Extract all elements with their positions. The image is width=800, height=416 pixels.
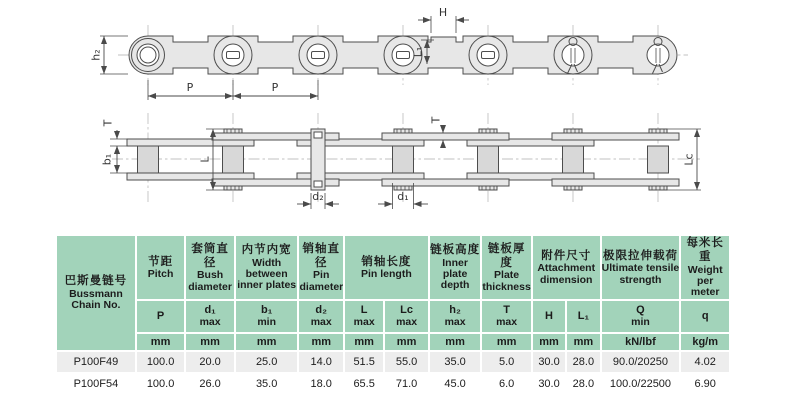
sym-d1: d₁ max — [186, 301, 234, 332]
dimension-h — [418, 6, 469, 33]
chain-no-cell: P100F49 — [57, 352, 135, 372]
chain-plan-view — [101, 113, 702, 209]
dim-label-lc: Lc — [682, 153, 696, 166]
chain-no-header-en: Bussmann Chain No. — [69, 287, 123, 312]
chain-no-header — [57, 236, 135, 350]
unit: mm — [482, 334, 531, 350]
col-weight: 每米长重 Weight per meter — [681, 236, 729, 299]
dim-label-h2: h₂ — [89, 49, 103, 61]
sym-h: H — [533, 301, 565, 332]
unit: mm — [430, 334, 481, 350]
dimension-pitch — [148, 80, 318, 100]
col-inner-width: 内节内宽 Width between inner plates — [236, 236, 298, 299]
dim-label-l: L — [198, 156, 212, 163]
dim-label-d2: d₂ — [312, 190, 324, 203]
unit: mm — [299, 334, 342, 350]
unit: kg/m — [681, 334, 729, 350]
sym-q-min: Q min — [602, 301, 680, 332]
dimension-d2 — [297, 190, 339, 209]
unit: mm — [533, 334, 565, 350]
chain-no-cell: P100F54 — [57, 374, 135, 394]
unit: mm — [345, 334, 383, 350]
bushes — [138, 146, 669, 173]
pin-end — [222, 44, 244, 66]
dim-label-t: T — [429, 116, 443, 124]
sym-lc: Lc max — [385, 301, 427, 332]
sym-d2: d₂ max — [299, 301, 342, 332]
col-pitch: 节距 Pitch — [137, 236, 185, 299]
unit: mm — [186, 334, 234, 350]
sym-t: T max — [482, 301, 531, 332]
col-plate-thickness: 链板厚度 Plate thickness — [482, 236, 531, 299]
dimension-b1 — [101, 146, 129, 173]
outer-plates — [212, 133, 679, 186]
dim-label-b1: b₁ — [100, 153, 114, 166]
spec-table — [55, 234, 731, 396]
dimension-t-right — [430, 116, 444, 147]
chain-side-view — [90, 6, 689, 100]
sym-l: L max — [345, 301, 383, 332]
dim-label-t: T — [101, 119, 115, 127]
dim-label-d1: d₁ — [397, 190, 409, 203]
sym-l1: L₁ — [567, 301, 599, 332]
col-pin-diameter: 销轴直径 Pin diameter — [299, 236, 342, 299]
unit: mm — [567, 334, 599, 350]
dim-label-l1: L₁ — [411, 46, 425, 58]
unit: mm — [236, 334, 298, 350]
col-tensile: 极限拉伸载荷 Ultimate tensile strength — [602, 236, 680, 299]
dim-label-p: P — [271, 81, 279, 94]
col-plate-depth: 链板高度 Inner plate depth — [430, 236, 481, 299]
col-bush-diameter: 套筒直径 Bush diameter — [186, 236, 234, 299]
pin-end — [477, 44, 499, 66]
sym-p: P — [137, 301, 185, 332]
pin-end — [307, 44, 329, 66]
dimension-t-left — [102, 119, 129, 155]
table-row: P100F54 100.0 26.0 35.0 18.0 65.5 71.0 45.0 6.0 30.0 28.0 100.0/22500 6.90 — [57, 374, 729, 394]
chain-no-header-cn: 巴斯曼链号 — [64, 275, 128, 288]
connector-pin — [311, 129, 325, 190]
dim-label-p: P — [186, 81, 194, 94]
sym-q: q — [681, 301, 729, 332]
unit: kN/lbf — [602, 334, 680, 350]
table-row: P100F49 100.0 20.0 25.0 14.0 51.5 55.0 35.0 5.0 30.0 28.0 90.0/20250 4.02 — [57, 352, 729, 372]
unit: mm — [137, 334, 185, 350]
col-attachment: 附件尺寸 Attachment dimension — [533, 236, 600, 299]
col-pin-length: 销轴长度 Pin length — [345, 236, 428, 299]
inner-plates — [127, 139, 594, 180]
sym-b1: b₁ min — [236, 301, 298, 332]
dim-label-h: H — [438, 6, 448, 19]
sym-h2: h₂ max — [430, 301, 481, 332]
unit: mm — [385, 334, 427, 350]
